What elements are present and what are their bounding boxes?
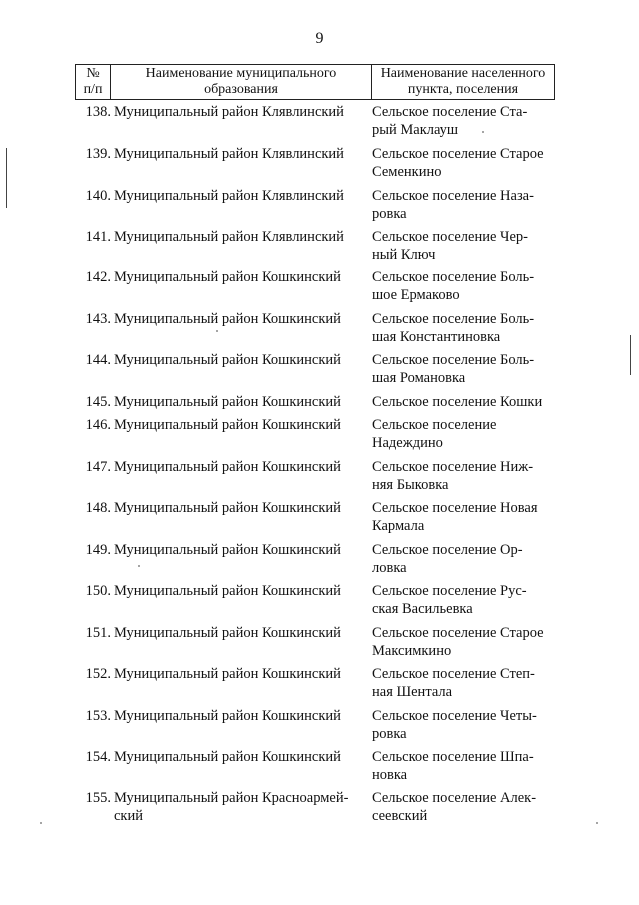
municipality-line: Муниципальный район Кошкинский (114, 500, 341, 516)
settlement-line: Сельское поселение Новая (372, 500, 538, 516)
municipality-name (114, 748, 366, 766)
settlement-line: Сельское поселение (372, 417, 497, 433)
settlement-line: шая Константиновка (372, 329, 501, 345)
settlement-name (372, 187, 562, 223)
settlement-name (372, 458, 562, 494)
municipality-name (114, 351, 366, 369)
municipality-line: Муниципальный район Клявлинский (114, 188, 344, 204)
settlement-name (372, 748, 562, 784)
settlement-line: Сельское поселение Четы- (372, 708, 537, 724)
settlement-name (372, 228, 562, 264)
settlement-line: Сельское поселение Алек- (372, 790, 537, 806)
municipality-line: Муниципальный район Кошкинский (114, 311, 341, 327)
municipality-line: Муниципальный район Клявлинский (114, 146, 344, 162)
row-number: 140. (85, 188, 111, 204)
municipality-line: Муниципальный район Кошкинский (114, 749, 341, 765)
municipality-name (114, 789, 366, 825)
settlement-line: Сельское поселение Старое (372, 146, 544, 162)
settlement-line: Сельское поселение Боль- (372, 352, 535, 368)
row-number: 141. (85, 229, 111, 245)
settlement-line: ровка (372, 726, 407, 742)
settlement-line: Сельское поселение Степ- (372, 666, 535, 682)
municipality-name (114, 228, 366, 246)
row-number: 144. (85, 352, 111, 368)
row-number: 150. (85, 583, 111, 599)
page-number: 9 (315, 30, 324, 47)
row-number: 138. (85, 104, 111, 120)
settlement-line: Максимкино (372, 643, 452, 659)
row-number: 143. (85, 311, 111, 327)
row-number: 155. (85, 790, 111, 806)
settlement-line: ная Шентала (372, 684, 453, 700)
scan-speck (482, 131, 484, 133)
municipality-name (114, 268, 366, 286)
settlement-name (372, 624, 562, 660)
municipality-name (114, 416, 366, 434)
settlement-name (372, 582, 562, 618)
settlement-name (372, 145, 562, 181)
settlement-line: Семенкино (372, 164, 442, 180)
settlement-name (372, 499, 562, 535)
settlement-line: Сельское поселение Боль- (372, 311, 535, 327)
settlement-line: ловка (372, 560, 407, 576)
municipality-line: ский (114, 808, 143, 824)
settlement-line: Сельское поселение Боль- (372, 269, 535, 285)
municipality-name (114, 187, 366, 205)
settlement-line: Кармала (372, 518, 425, 534)
settlement-line: Сельское поселение Рус- (372, 583, 527, 599)
row-number: 142. (85, 269, 111, 285)
settlement-name (372, 393, 562, 411)
municipality-name (114, 665, 366, 683)
header-settlement: Наименование населенного пункта, поселения (372, 65, 555, 100)
settlement-line: Сельское поселение Кошки (372, 394, 543, 410)
settlement-name (372, 268, 562, 304)
scan-margin-mark (6, 148, 7, 208)
settlement-line: новка (372, 767, 408, 783)
row-number: 152. (85, 666, 111, 682)
table-header (75, 64, 555, 100)
settlement-line: няя Быковка (372, 477, 449, 493)
municipality-line: Муниципальный район Кошкинский (114, 542, 341, 558)
municipality-name (114, 393, 366, 411)
settlement-line: шое Ермаково (372, 287, 460, 303)
settlement-name (372, 310, 562, 346)
settlement-name (372, 103, 562, 139)
scan-speck (596, 822, 598, 824)
row-number: 151. (85, 625, 111, 641)
municipality-name (114, 458, 366, 476)
municipality-name (114, 541, 366, 559)
row-number: 145. (85, 394, 111, 410)
municipality-name (114, 103, 366, 121)
municipality-line: Муниципальный район Кошкинский (114, 459, 341, 475)
settlement-line: шая Романовка (372, 370, 466, 386)
scan-margin-mark (630, 335, 631, 375)
municipality-line: Муниципальный район Кошкинский (114, 625, 341, 641)
scan-speck (216, 330, 218, 332)
settlement-name (372, 665, 562, 701)
settlement-line: Сельское поселение Чер- (372, 229, 528, 245)
scan-speck (40, 822, 42, 824)
municipality-line: Муниципальный район Кошкинский (114, 583, 341, 599)
row-number: 153. (85, 708, 111, 724)
municipality-line: Муниципальный район Клявлинский (114, 104, 344, 120)
settlement-line: Надеждино (372, 435, 443, 451)
settlement-name (372, 416, 562, 452)
settlement-line: Сельское поселение Шпа- (372, 749, 534, 765)
municipality-line: Муниципальный район Клявлинский (114, 229, 344, 245)
scan-speck (138, 565, 140, 567)
row-number: 147. (85, 459, 111, 475)
row-number: 139. (85, 146, 111, 162)
settlement-line: Сельское поселение Ста- (372, 104, 528, 120)
settlement-name (372, 789, 562, 825)
municipality-line: Муниципальный район Кошкинский (114, 394, 341, 410)
municipality-line: Муниципальный район Кошкинский (114, 269, 341, 285)
municipality-line: Муниципальный район Кошкинский (114, 666, 341, 682)
settlement-line: Сельское поселение Ниж- (372, 459, 534, 475)
municipality-name (114, 624, 366, 642)
settlement-line: ровка (372, 206, 407, 222)
settlement-name (372, 541, 562, 577)
settlement-name (372, 351, 562, 387)
settlement-line: Сельское поселение Наза- (372, 188, 534, 204)
municipality-name (114, 310, 366, 328)
municipality-line: Муниципальный район Кошкинский (114, 417, 341, 433)
settlement-line: ный Ключ (372, 247, 436, 263)
municipality-line: Муниципальный район Кошкинский (114, 708, 341, 724)
settlement-line: рый Маклауш (372, 122, 459, 138)
row-number: 146. (85, 417, 111, 433)
row-number: 149. (85, 542, 111, 558)
municipality-name (114, 499, 366, 517)
settlement-line: Сельское поселение Ор- (372, 542, 523, 558)
settlement-name (372, 707, 562, 743)
settlement-line: Сельское поселение Старое (372, 625, 544, 641)
row-number: 154. (85, 749, 111, 765)
municipality-line: Муниципальный район Кошкинский (114, 352, 341, 368)
header-num: № п/п (76, 65, 111, 100)
municipality-name (114, 145, 366, 163)
municipality-line: Муниципальный район Красноармей- (114, 790, 349, 806)
settlement-line: ская Васильевка (372, 601, 473, 617)
header-municipality: Наименование муниципального образования (111, 65, 372, 100)
row-number: 148. (85, 500, 111, 516)
municipality-name (114, 582, 366, 600)
municipality-name (114, 707, 366, 725)
settlement-line: сеевский (372, 808, 428, 824)
